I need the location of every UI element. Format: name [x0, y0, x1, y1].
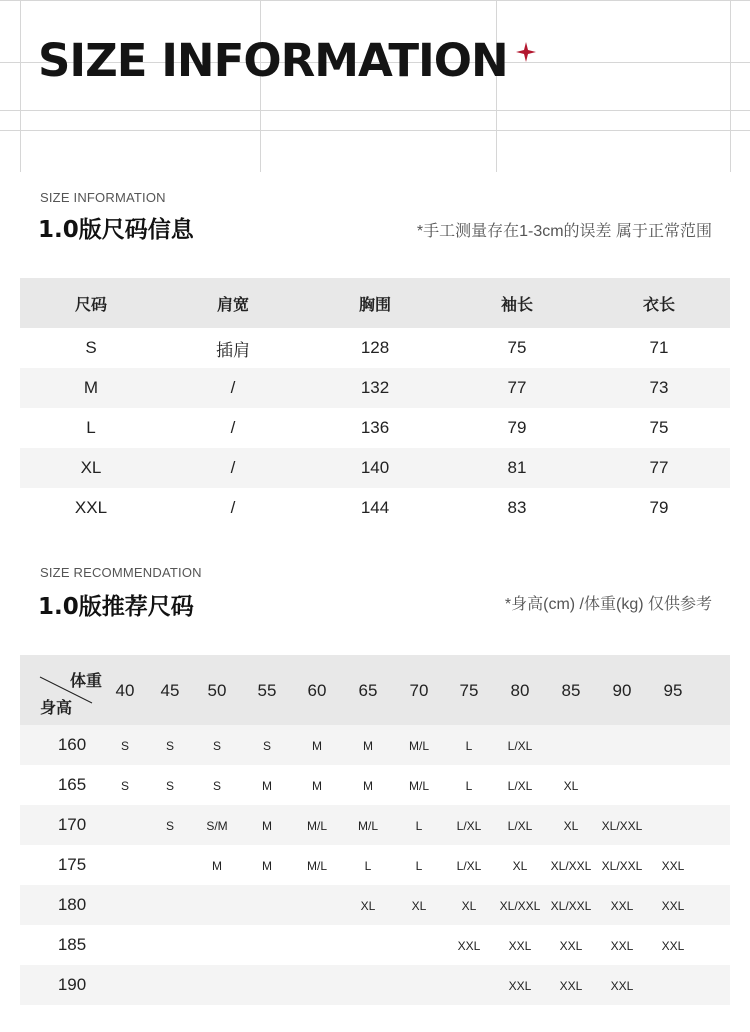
size-info-title: 1.0版尺码信息 — [38, 217, 194, 243]
recommended-size-cell: S — [165, 819, 174, 833]
size-cell: 132 — [360, 378, 390, 397]
size-cell: XL — [80, 458, 102, 477]
size-cell: 79 — [649, 498, 669, 517]
size-cell: M — [83, 378, 99, 397]
height-label: 190 — [57, 975, 87, 994]
size-header-cell: 肩宽 — [216, 296, 249, 314]
recommended-size-cell: M — [262, 819, 272, 833]
size-table-row — [20, 408, 730, 448]
size-cell: / — [230, 458, 236, 477]
recommendation-row — [20, 765, 730, 805]
recommended-size-cell: L/XL — [507, 779, 533, 793]
guide-line — [0, 0, 750, 1]
recommendation-title: 1.0版推荐尺码 — [38, 594, 194, 620]
size-cell: / — [230, 378, 236, 397]
size-cell: 79 — [507, 418, 527, 437]
size-cell: L — [86, 418, 96, 437]
size-cell: 128 — [360, 338, 390, 357]
size-table-row — [20, 328, 730, 368]
recommended-size-cell: XL/XXL — [550, 859, 592, 873]
size-table — [20, 278, 730, 528]
height-label: 165 — [57, 775, 87, 794]
recommended-size-cell: S/M — [206, 819, 228, 833]
height-label: 175 — [57, 855, 87, 874]
recommended-size-cell: M/L — [306, 819, 327, 833]
size-cell: 插肩 — [216, 340, 250, 360]
recommended-size-cell: S — [262, 739, 271, 753]
recommended-size-cell: M — [363, 779, 373, 793]
recommendation-header — [20, 655, 730, 725]
size-table-row — [20, 368, 730, 408]
recommendation-row — [20, 965, 730, 1005]
weight-column-label: 65 — [358, 681, 378, 700]
weight-column-label: 55 — [257, 681, 277, 700]
recommended-size-cell: XXL — [661, 939, 685, 953]
weight-column-label: 80 — [510, 681, 530, 700]
size-cell: / — [230, 418, 236, 437]
recommended-size-cell: XXL — [661, 859, 685, 873]
recommendation-eyebrow: SIZE RECOMMENDATION — [40, 565, 202, 580]
size-cell: 81 — [507, 458, 527, 477]
recommended-size-cell: XXL — [559, 979, 583, 993]
size-cell: S — [85, 338, 97, 357]
size-table-row — [20, 488, 730, 528]
recommended-size-cell: M/L — [306, 859, 327, 873]
size-cell: 73 — [649, 378, 669, 397]
recommended-size-cell: XL — [563, 779, 579, 793]
size-cell: 77 — [507, 378, 527, 397]
recommendation-note: *身高(cm) /体重(kg) 仅供参考 — [504, 596, 712, 613]
recommended-size-cell: XXL — [559, 939, 583, 953]
height-label: 170 — [57, 815, 87, 834]
recommended-size-cell: S — [120, 739, 129, 753]
corner-height-label: 身高 — [40, 700, 73, 717]
recommended-size-cell: XL — [360, 899, 376, 913]
weight-column-label: 40 — [115, 681, 135, 700]
weight-column-label: 45 — [160, 681, 180, 700]
recommended-size-cell: L/XL — [456, 859, 482, 873]
recommendation-row — [20, 885, 730, 925]
recommended-size-cell: XL — [461, 899, 477, 913]
recommended-size-cell: XXL — [661, 899, 685, 913]
recommended-size-cell: M — [312, 739, 322, 753]
height-label: 180 — [57, 895, 87, 914]
banner-title: SIZE INFORMATION — [38, 34, 508, 87]
size-cell: / — [230, 498, 236, 517]
guide-line — [730, 0, 731, 172]
recommended-size-cell: XXL — [508, 939, 532, 953]
recommendation-row — [20, 725, 730, 765]
recommended-size-cell: XL/XXL — [550, 899, 592, 913]
weight-column-label: 70 — [409, 681, 429, 700]
recommended-size-cell: L/XL — [507, 739, 533, 753]
weight-column-label: 95 — [663, 681, 683, 700]
size-header-cell: 衣长 — [642, 296, 675, 314]
size-cell: 136 — [360, 418, 390, 437]
size-cell: 75 — [649, 418, 669, 437]
star-icon — [516, 42, 536, 62]
size-cell: 77 — [649, 458, 669, 477]
height-label: 160 — [57, 735, 87, 754]
recommended-size-cell: M/L — [408, 779, 429, 793]
size-cell: 75 — [507, 338, 527, 357]
recommended-size-cell: L — [415, 819, 423, 833]
recommended-size-cell: XXL — [508, 979, 532, 993]
recommended-size-cell: L — [364, 859, 372, 873]
recommended-size-cell: M — [262, 859, 272, 873]
weight-column-label: 50 — [207, 681, 227, 700]
size-cell: 71 — [649, 338, 669, 357]
recommended-size-cell: M/L — [357, 819, 378, 833]
recommended-size-cell: S — [212, 779, 221, 793]
recommendation-table — [20, 655, 730, 1005]
size-cell: XXL — [74, 498, 108, 517]
recommended-size-cell: S — [120, 779, 129, 793]
size-cell: 144 — [360, 498, 390, 517]
size-header-cell: 胸围 — [358, 296, 391, 314]
recommended-size-cell: M — [312, 779, 322, 793]
recommended-size-cell: XXL — [610, 899, 634, 913]
weight-column-label: 60 — [307, 681, 327, 700]
guide-line — [0, 130, 750, 131]
height-label: 185 — [57, 935, 87, 954]
weight-column-label: 90 — [612, 681, 632, 700]
recommended-size-cell: L/XL — [456, 819, 482, 833]
size-header-cell: 尺码 — [74, 296, 107, 314]
size-info-eyebrow: SIZE INFORMATION — [40, 190, 166, 205]
weight-column-label: 75 — [459, 681, 479, 700]
recommended-size-cell: M — [363, 739, 373, 753]
recommended-size-cell: XL/XXL — [601, 819, 643, 833]
recommendation-row — [20, 845, 730, 885]
size-info-note: *手工测量存在1-3cm的误差 属于正常范围 — [416, 223, 712, 240]
size-cell: 83 — [507, 498, 527, 517]
size-header-cell: 袖长 — [500, 296, 533, 314]
weight-column-label: 85 — [561, 681, 581, 700]
recommended-size-cell: XL — [512, 859, 528, 873]
recommended-size-cell: L — [465, 779, 473, 793]
recommended-size-cell: L — [415, 859, 423, 873]
recommended-size-cell: XXL — [610, 979, 634, 993]
recommended-size-cell: XL/XXL — [601, 859, 643, 873]
recommendation-row — [20, 925, 730, 965]
size-table-row — [20, 448, 730, 488]
recommended-size-cell: S — [165, 779, 174, 793]
recommended-size-cell: S — [212, 739, 221, 753]
recommended-size-cell: M — [212, 859, 222, 873]
recommended-size-cell: XXL — [457, 939, 481, 953]
recommendation-row — [20, 805, 730, 845]
recommended-size-cell: L/XL — [507, 819, 533, 833]
recommended-size-cell: S — [165, 739, 174, 753]
recommended-size-cell: M — [262, 779, 272, 793]
guide-line — [20, 0, 21, 172]
recommended-size-cell: L — [465, 739, 473, 753]
size-cell: 140 — [360, 458, 390, 477]
corner-weight-label: 体重 — [70, 673, 103, 690]
guide-line — [0, 110, 750, 111]
recommended-size-cell: XL — [563, 819, 579, 833]
size-table-header — [20, 278, 730, 328]
recommended-size-cell: XL — [411, 899, 427, 913]
recommended-size-cell: XL/XXL — [499, 899, 541, 913]
recommended-size-cell: XXL — [610, 939, 634, 953]
recommended-size-cell: M/L — [408, 739, 429, 753]
